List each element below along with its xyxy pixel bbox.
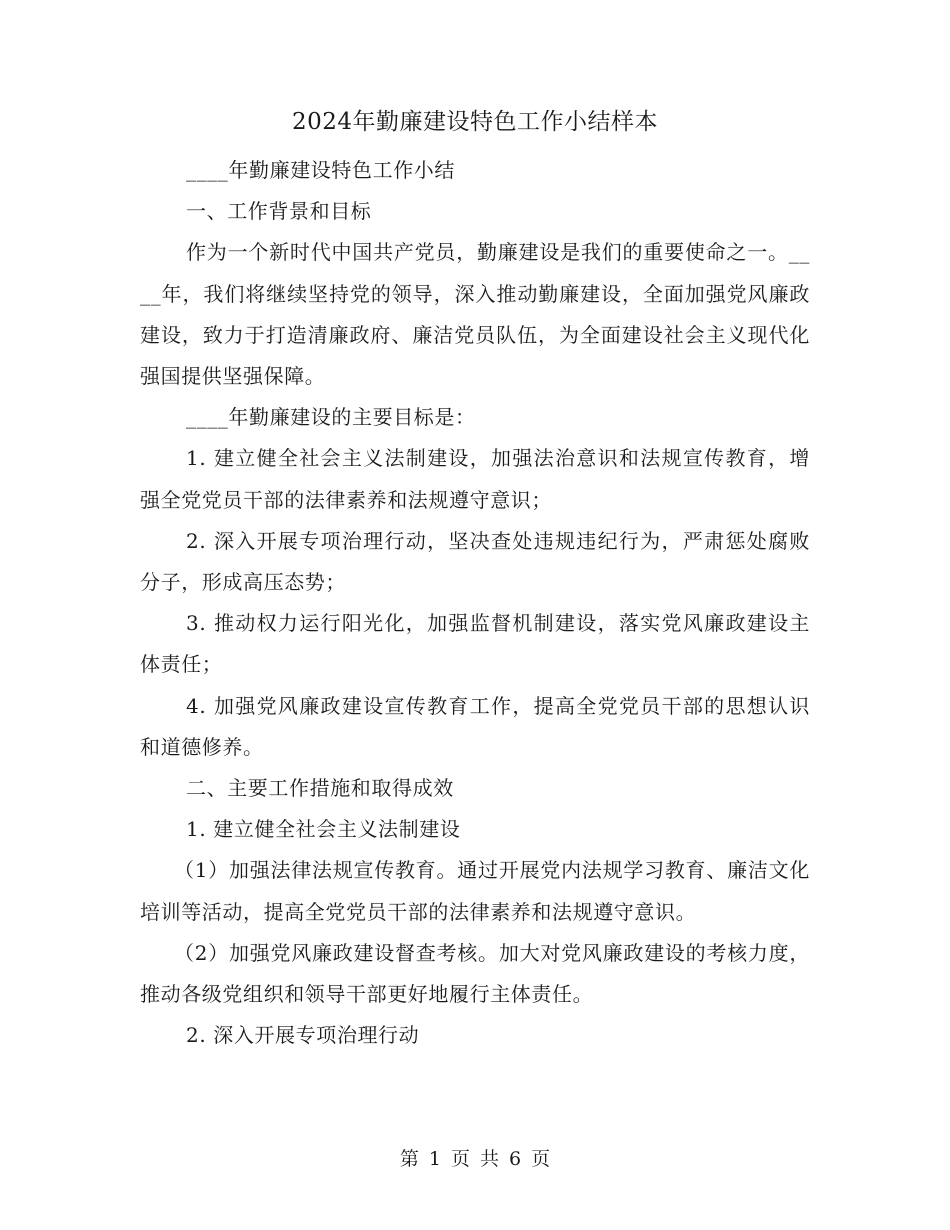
paragraph-measure-1-2: （2）加强党风廉政建设督查考核。加大对党风廉政建设的考核力度，推动各级党组织和领导干部更好地履行主体责任。	[140, 940, 810, 1007]
paragraph-intro: 作为一个新时代中国共产党员，勤廉建设是我们的重要使命之一。____年，我们将继续坚持党的领导，深入推动勤廉建设，全面加强党风廉政建设，致力于打造清廉政府、廉洁党员队伍，为全面建设社会主义现代化强国提供坚强保障。	[140, 240, 810, 389]
list-item-goal-1: 1. 建立健全社会主义法制建设，加强法治意识和法规宣传教育，增强全党党员干部的法律素养和法规遵守意识；	[140, 446, 810, 512]
page-number: 第 1 页 共 6 页	[399, 1148, 551, 1170]
section-heading-background: 一、工作背景和目标	[186, 199, 372, 224]
list-item-goal-2: 2. 深入开展专项治理行动，坚决查处违规违纪行为，严肃惩处腐败分子，形成高压态势；	[140, 528, 810, 595]
list-item-goal-4: 4. 加强党风廉政建设宣传教育工作，提高全党党员干部的思想认识和道德修养。	[140, 693, 810, 759]
section-heading-measures: 二、主要工作措施和取得成效	[186, 776, 454, 801]
document-title: 2024年勤廉建设特色工作小结样本	[291, 109, 659, 135]
subheading-measure-2: 2. 深入开展专项治理行动	[186, 1023, 420, 1048]
document-body	[140, 150, 810, 1056]
list-item-goal-3: 3. 推动权力运行阳光化，加强监督机制建设，落实党风廉政建设主体责任；	[140, 611, 810, 677]
subheading-measure-1: 1. 建立健全社会主义法制建设	[186, 817, 461, 842]
paragraph-measure-1-1: （1）加强法律法规宣传教育。通过开展党内法规学习教育、廉洁文化培训等活动，提高全党党员干部的法律素养和法规遵守意识。	[140, 858, 810, 924]
paragraph-goals-lead: ____年勤廉建设的主要目标是：	[186, 405, 476, 430]
paragraph-subtitle: ____年勤廉建设特色工作小结	[186, 158, 455, 182]
